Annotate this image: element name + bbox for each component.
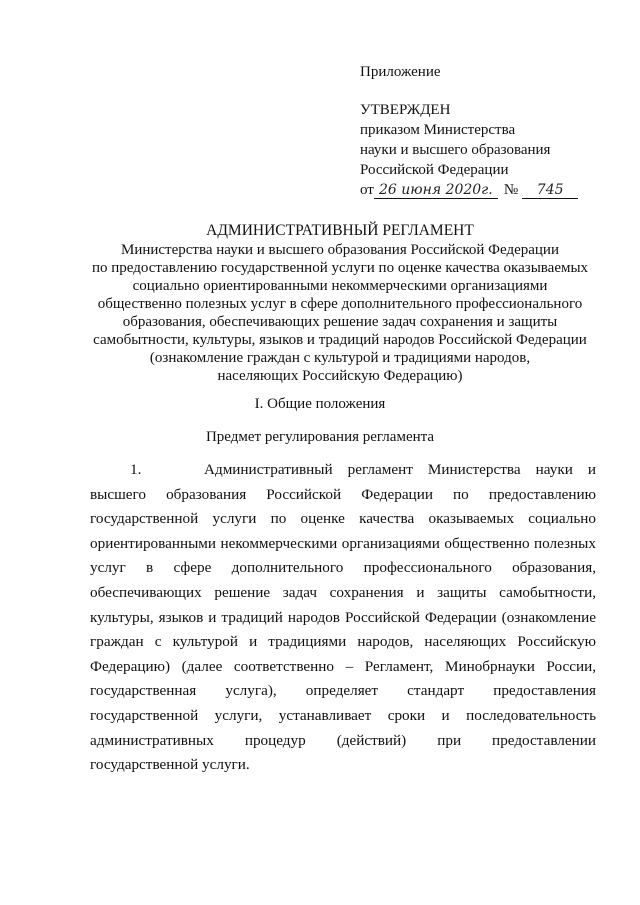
title-line-7: (ознакомление граждан с культурой и традициями народов, <box>149 350 531 366</box>
handwritten-date: 26 июня 2020г. <box>374 182 498 199</box>
paragraph-number: 1. <box>130 461 142 478</box>
approval-line-1: приказом Министерства <box>360 122 516 138</box>
title-line-5: образования, обеспечивающих решение задач сохранения и защиты <box>122 314 558 330</box>
subsection-heading-subject: Предмет регулирования регламента <box>205 429 435 445</box>
approval-block <box>360 62 578 200</box>
appendix-label: Приложение <box>360 64 441 80</box>
paragraph-text: Административный регламент Министерства науки и высшего образования Российской Федерации по предоставлению государственной услуги по оценке качества оказываемых социально ориентированными некоммерческими организациями общественно полезных услуг в сфере дополнительного профессионального образования, обеспечивающих решение задач сохранения и защиты самобытности, культуры, языков и традиций народов Российской Федерации (ознакомление граждан с культурой и традициями народов, населяющих Российскую Федерацию) (далее соответственно – Регламент, Минобрнауки России, государственная услуга), определяет стандарт предоставления государственной услуги, устанавливает сроки и последовательность административных процедур (действий) при предоставлении государственной услуги. <box>90 461 596 774</box>
approved-label: УТВЕРЖДЕН <box>360 102 451 118</box>
order-date-number-line <box>360 180 578 200</box>
from-label: от <box>360 182 374 198</box>
title-main: АДМИНИСТРАТИВНЫЙ РЕГЛАМЕНТ <box>206 222 474 239</box>
title-line-6: самобытности, культуры, языков и традиций народов Российской Федерации <box>93 332 587 348</box>
regulation-title <box>40 222 640 385</box>
approval-line-2: науки и высшего образования <box>360 142 551 158</box>
approval-line-3: Российской Федерации <box>360 162 509 178</box>
title-line-4: общественно полезных услуг в сфере дополнительного профессионального <box>97 296 583 312</box>
title-line-8: населяющих Российскую Федерацию) <box>217 368 463 384</box>
paragraph-1 <box>90 458 596 778</box>
title-line-2: по предоставлению государственной услуги по оценке качества оказываемых <box>91 260 589 276</box>
number-label: № <box>503 182 519 198</box>
handwritten-number: 745 <box>522 182 578 199</box>
title-line-1: Министерства науки и высшего образования Российской Федерации <box>120 242 559 258</box>
section-heading-general: I. Общие положения <box>254 396 386 412</box>
title-line-3: социально ориентированными некоммерческими организациями <box>132 278 548 294</box>
